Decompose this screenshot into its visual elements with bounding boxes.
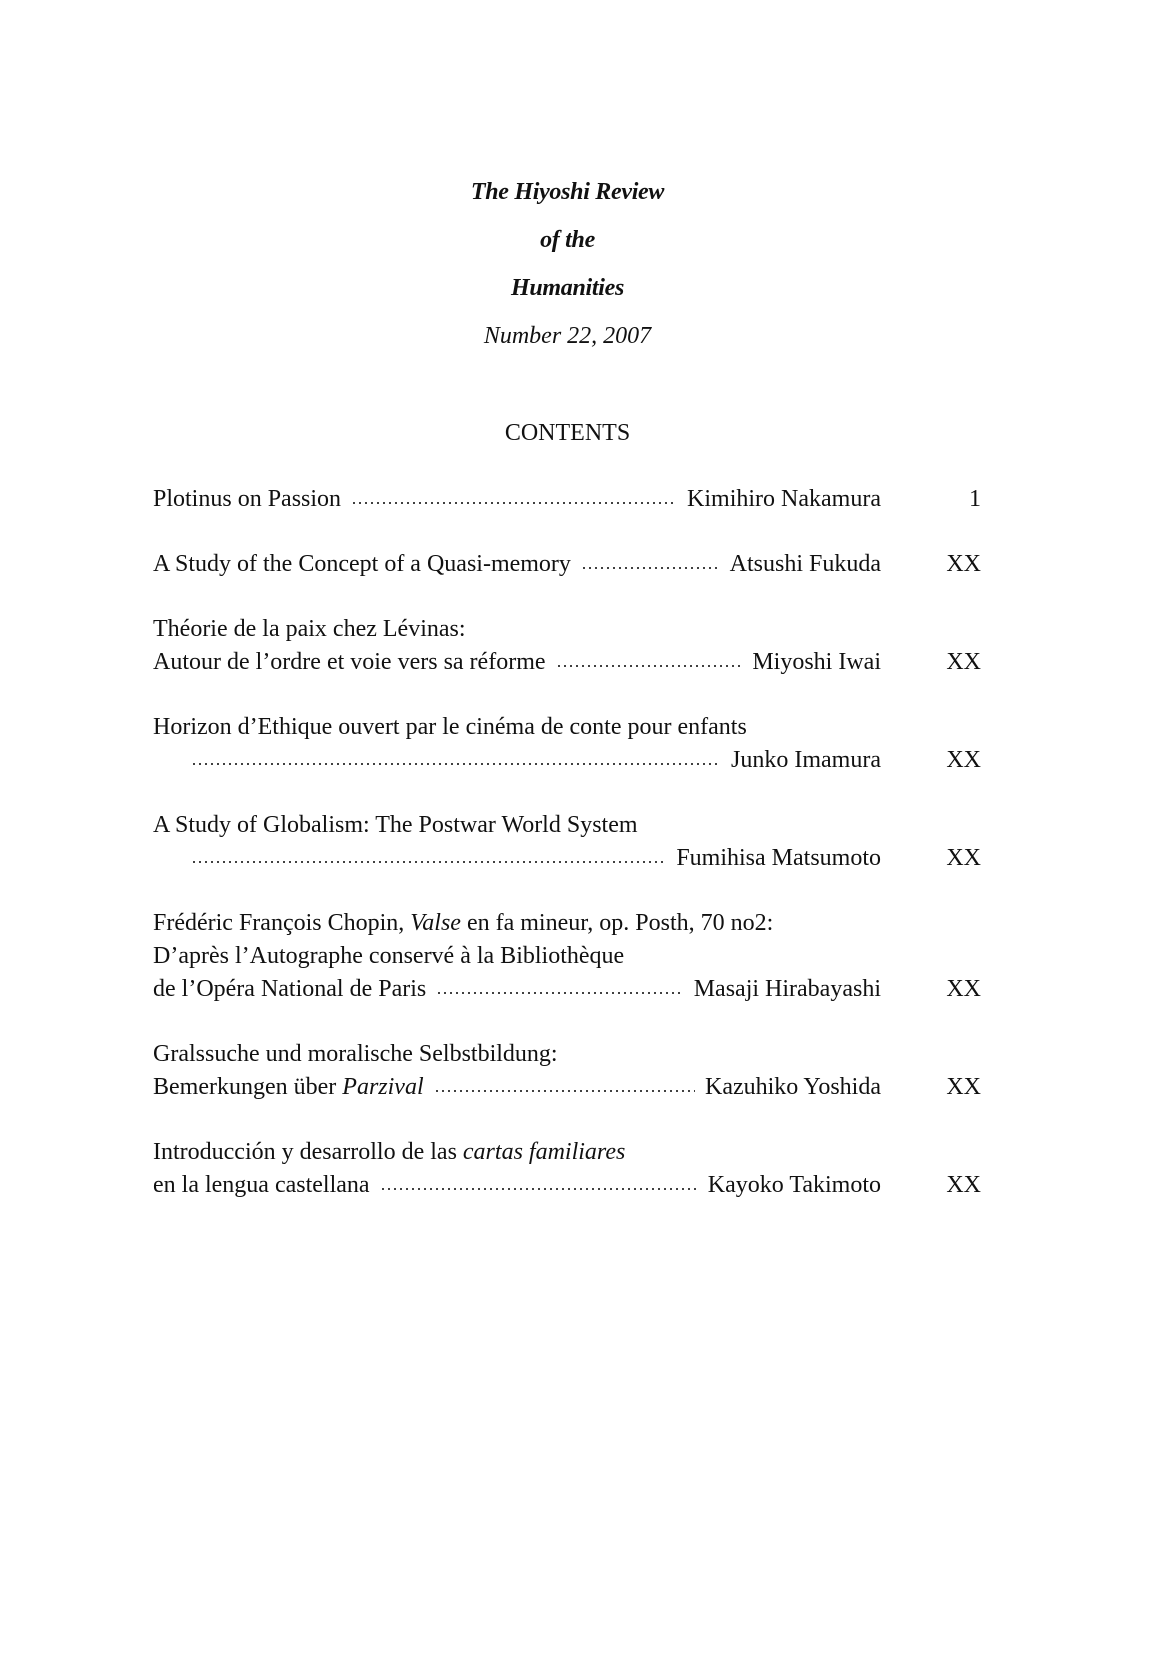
entry-author: Kimihiro Nakamura	[687, 486, 881, 512]
journal-title-line-1: The Hiyoshi Review	[470, 179, 665, 205]
entry-page: XX	[946, 551, 981, 577]
entry-title-line: en la lengua castellana	[153, 1172, 370, 1198]
entry-page: XX	[946, 845, 981, 871]
entry-title-line: D’après l’Autographe conservé à la Bibliothèque	[153, 943, 625, 969]
entry-page: XX	[946, 747, 981, 773]
dot-leader	[436, 990, 683, 996]
entry-title: A Study of the Concept of a Quasi-memory	[153, 551, 571, 577]
entry-page: XX	[946, 1172, 981, 1198]
italic-title: Valse	[410, 910, 461, 936]
dot-leader	[191, 859, 666, 865]
entry-title-line: Horizon d’Ethique ouvert par le cinéma de conte pour enfants	[153, 714, 747, 740]
entry-title-line: Théorie de la paix chez Lévinas:	[153, 616, 466, 642]
toc-entry	[153, 809, 981, 875]
entry-title-line: Autour de l’ordre et voie vers sa réforme	[153, 649, 546, 675]
toc-entry	[153, 1136, 981, 1202]
contents-heading: CONTENTS	[504, 420, 631, 446]
dot-leader	[581, 565, 720, 571]
journal-title-line-2: of the	[540, 227, 595, 253]
entry-author: Kayoko Takimoto	[707, 1172, 881, 1198]
journal-title-line-3: Humanities	[510, 275, 625, 301]
entry-title-line: Bemerkungen über Parzival	[153, 1074, 424, 1100]
entry-author: Masaji Hirabayashi	[693, 976, 881, 1002]
entry-title-line: Frédéric François Chopin, Valse en fa mineur, op. Posth, 70 no2:	[153, 910, 774, 936]
toc-entry	[153, 483, 981, 516]
dot-leader	[380, 1186, 698, 1192]
entry-title-line: A Study of Globalism: The Postwar World System	[153, 812, 638, 838]
dot-leader	[434, 1088, 695, 1094]
entry-page: XX	[946, 649, 981, 675]
entry-title-line: Gralssuche und moralische Selbstbildung:	[153, 1041, 558, 1067]
toc-entry	[153, 1038, 981, 1104]
italic-title: Parzival	[342, 1074, 424, 1100]
issue-number: Number 22, 2007	[483, 323, 652, 349]
entry-author: Kazuhiko Yoshida	[704, 1074, 881, 1100]
toc-entry	[153, 548, 981, 581]
italic-title: cartas familiares	[462, 1139, 626, 1165]
toc-entry	[153, 613, 981, 679]
entry-page: XX	[946, 1074, 981, 1100]
entry-author: Junko Imamura	[731, 747, 881, 773]
entry-page: 1	[969, 486, 981, 512]
entry-page: XX	[946, 976, 981, 1002]
entry-author: Atsushi Fukuda	[729, 551, 881, 577]
journal-masthead	[0, 168, 1135, 360]
entry-title-line: Introducción y desarrollo de las cartas familiares	[153, 1139, 626, 1165]
entry-title-line: de l’Opéra National de Paris	[153, 976, 427, 1002]
dot-leader	[191, 761, 721, 767]
entry-author: Miyoshi Iwai	[752, 649, 881, 675]
entry-author: Fumihisa Matsumoto	[676, 845, 881, 871]
dot-leader	[556, 663, 743, 669]
toc-entry	[153, 907, 981, 1006]
table-of-contents	[153, 483, 981, 1234]
toc-entry	[153, 711, 981, 777]
dot-leader	[351, 500, 677, 506]
entry-title: Plotinus on Passion	[153, 486, 342, 512]
